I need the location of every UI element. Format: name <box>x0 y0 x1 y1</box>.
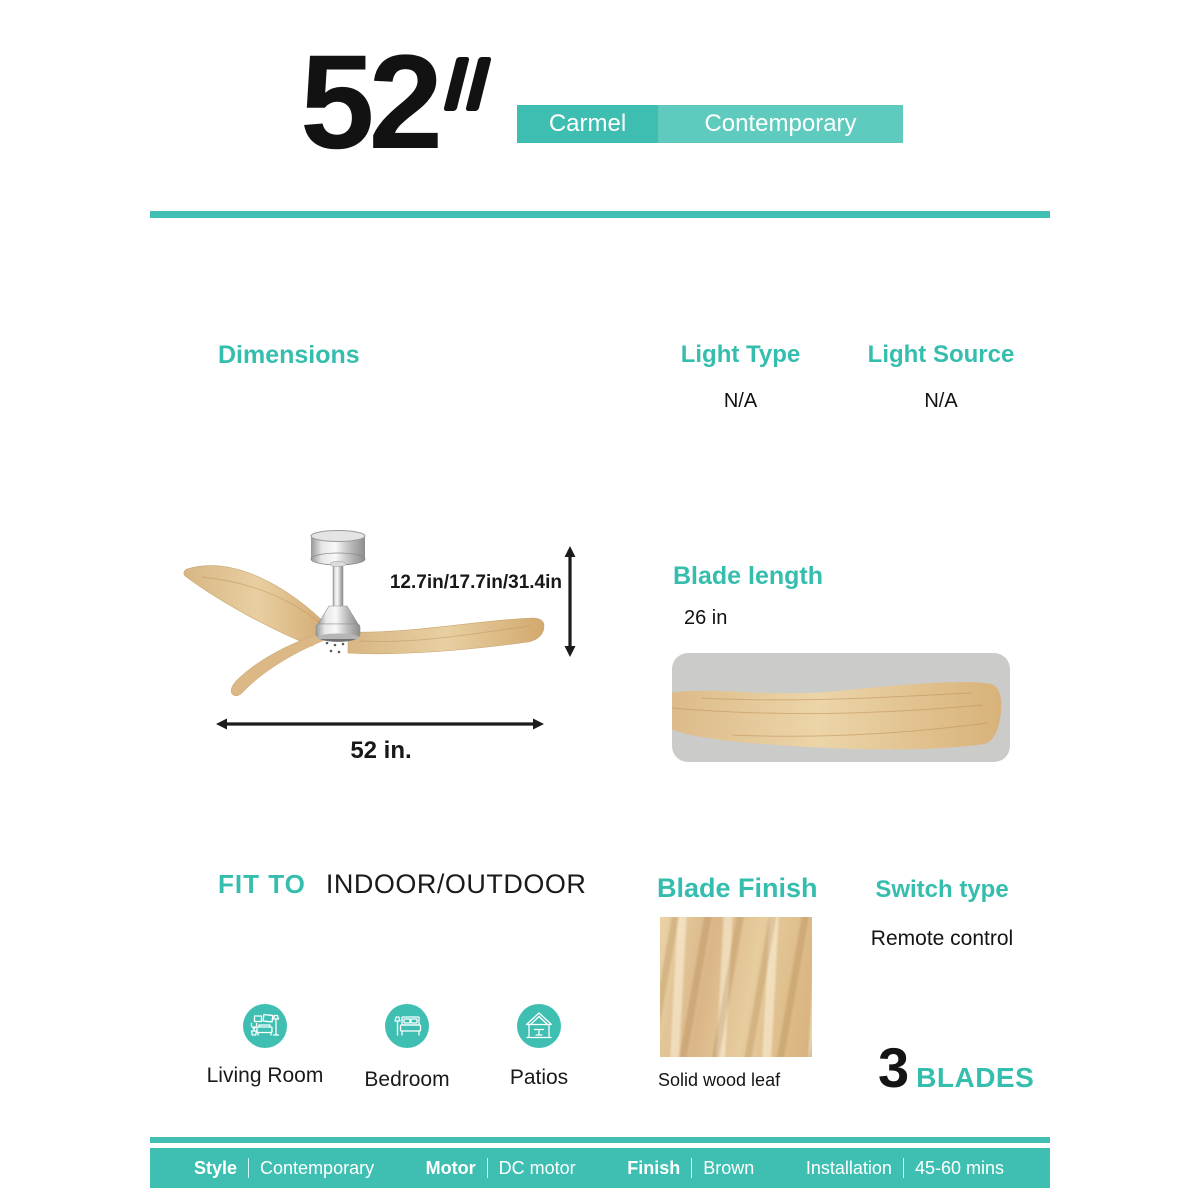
footer-accent-line <box>150 1137 1050 1143</box>
footer-spec-finish-label: Finish <box>627 1157 681 1178</box>
light-source-value: N/A <box>924 390 958 412</box>
blade-count-block <box>878 1036 1035 1099</box>
blade-photo-panel <box>672 653 1010 762</box>
footer-spec-installation-value: 45-60 mins <box>914 1157 1004 1178</box>
footer-spec-style-label: Style <box>194 1157 238 1178</box>
footer-spec-motor-value: DC motor <box>498 1157 576 1178</box>
inch-mark-icon <box>450 57 485 111</box>
dimensions-title: Dimensions <box>218 341 360 369</box>
fit-to-label: FIT TO <box>218 869 306 899</box>
title-banner <box>517 105 903 143</box>
footer-spec-style-value: Contemporary <box>260 1157 375 1178</box>
patio-icon <box>517 1004 561 1048</box>
blade-length-value: 26 in <box>684 607 728 629</box>
blade-length-title: Blade length <box>673 562 824 590</box>
footer-spec-motor-label: Motor <box>425 1157 476 1178</box>
fit-to-value: INDOOR/OUTDOOR <box>325 869 587 899</box>
footer-spec-finish-value: Brown <box>703 1157 755 1178</box>
fan-size-number: 52 <box>300 28 438 177</box>
footer-separator <box>487 1158 488 1178</box>
living-room-icon <box>243 1004 287 1048</box>
fan-width-dimension-label: 52 in. <box>350 737 412 764</box>
switch-type-block <box>853 876 1031 951</box>
footer-spec-bar <box>150 1148 1050 1188</box>
fit-to-row <box>218 869 586 900</box>
footer-spec-style <box>194 1158 374 1179</box>
switch-type-value: Remote control <box>870 927 1014 950</box>
room-label-patios: Patios <box>509 1066 569 1089</box>
light-type-title: Light Type <box>680 341 801 368</box>
light-source-title: Light Source <box>867 341 1015 368</box>
header-divider <box>150 211 1050 218</box>
blade-finish-caption: Solid wood leaf <box>658 1070 781 1090</box>
footer-spec-installation-label: Installation <box>805 1157 892 1178</box>
series-name-badge: Carmel <box>517 105 658 143</box>
blade-finish-title: Blade Finish <box>657 873 818 903</box>
footer-separator <box>248 1158 249 1178</box>
fan-height-dimension-label: 12.7in/17.7in/31.4in <box>389 572 562 593</box>
wood-texture-image <box>660 917 812 1057</box>
style-name-badge: Contemporary <box>658 105 903 143</box>
blade-count-label: BLADES <box>916 1062 1035 1093</box>
light-source-block <box>852 341 1030 413</box>
light-type-value: N/A <box>723 390 758 412</box>
blade-image <box>672 653 1010 762</box>
footer-spec-motor <box>426 1158 576 1179</box>
footer-spec-installation <box>806 1158 1004 1179</box>
footer-spec-finish <box>627 1158 754 1179</box>
light-type-block <box>663 341 818 413</box>
bedroom-icon <box>385 1004 429 1048</box>
footer-separator <box>691 1158 692 1178</box>
blade-count-number: 3 <box>878 1036 910 1099</box>
switch-type-title: Switch type <box>875 876 1009 903</box>
footer-separator <box>903 1158 904 1178</box>
room-label-bedroom: Bedroom <box>364 1068 450 1091</box>
room-label-living-room: Living Room <box>206 1064 324 1087</box>
